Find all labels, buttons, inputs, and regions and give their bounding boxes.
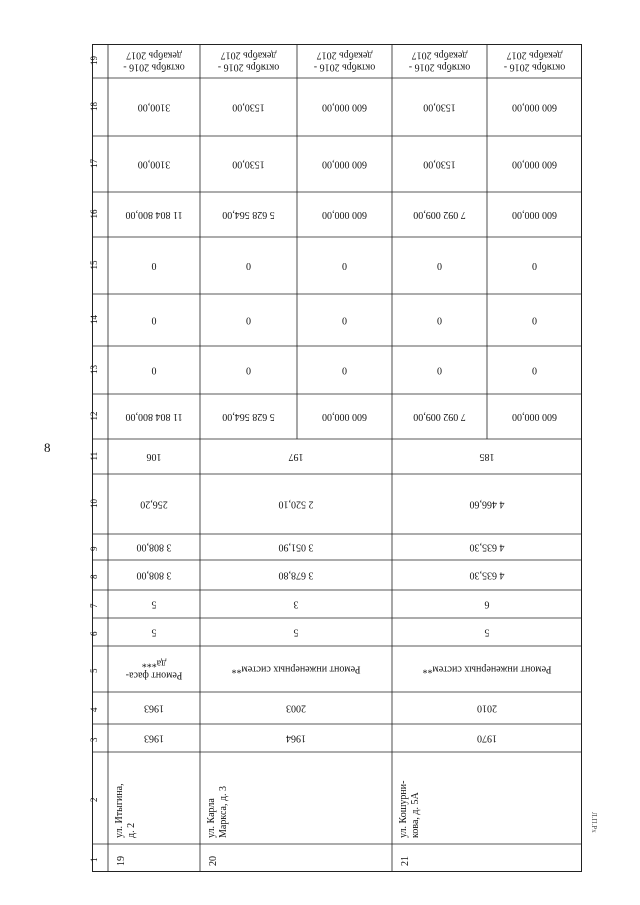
- cell-20-c15: 0: [342, 260, 347, 272]
- cell-21-work: Ремонт инженерных систем**: [422, 663, 552, 675]
- cell-20-c13: 0: [246, 364, 251, 376]
- cell-21-c9: 4 635,30: [469, 541, 505, 553]
- cell-20-number-line: 20: [208, 856, 219, 866]
- cell-20-c14: 0: [246, 314, 251, 326]
- cell-21-number: [400, 856, 411, 866]
- column-number-10: [89, 499, 99, 509]
- cell-19-c17: 3100,00: [137, 158, 171, 170]
- column-number-10-line: 10: [89, 499, 99, 508]
- cell-19-c10: 256,20: [140, 498, 168, 510]
- column-number-1: [89, 858, 99, 863]
- column-number-8: [89, 574, 99, 579]
- column-number-6-line: 6: [89, 631, 99, 636]
- column-number-16: [89, 209, 99, 219]
- cell-21-c14: 0: [532, 314, 537, 326]
- cell-20-address-line: Маркса, д. 3: [218, 785, 229, 838]
- cell-20-c8: 3 678,80: [278, 569, 314, 581]
- cell-21-period-b: декабрь 2017: [411, 49, 468, 61]
- cell-20-c12: 5 628 564,00: [222, 411, 275, 423]
- cell-21-c16: 7 092 009,00: [413, 209, 466, 221]
- cell-20-c15: 0: [246, 260, 251, 272]
- cell-21-period-b: декабрь 2017: [506, 49, 563, 61]
- column-number-18-line: 18: [89, 102, 99, 111]
- cell-19-c7: 5: [151, 598, 157, 610]
- cell-19-number-line: 19: [116, 856, 127, 866]
- cell-21-c12: 7 092 009,00: [413, 411, 466, 423]
- column-number-8-line: 8: [89, 574, 99, 579]
- column-number-3: [89, 737, 99, 742]
- cell-21-c17: 600 000,00: [512, 158, 557, 170]
- cell-21-year-repair: 2010: [477, 702, 497, 714]
- cell-20-year-built: 1964: [286, 732, 306, 744]
- cell-20-c14: 0: [342, 314, 347, 326]
- cell-20-c11: 197: [288, 451, 304, 463]
- cell-21-period-a: октябрь 2016 -: [408, 61, 471, 73]
- column-number-2: [89, 798, 99, 803]
- column-number-4-line: 4: [89, 707, 99, 712]
- cell-20-c17: 1530,00: [232, 158, 265, 170]
- cell-20-c18: 600 000,00: [322, 101, 367, 113]
- cell-19-c16: 11 804 800,00: [125, 209, 183, 221]
- cell-19-c11: 106: [146, 451, 162, 463]
- cell-20-number: [208, 856, 219, 866]
- column-number-7: [89, 603, 99, 608]
- cell-19-c9: 3 808,00: [136, 541, 172, 553]
- column-number-15: [89, 260, 99, 270]
- cell-19-work: [126, 658, 183, 681]
- cell-19-year-built: 1963: [144, 732, 164, 744]
- cell-21-c7: 6: [484, 598, 490, 610]
- cell-19-address-line: ул. Итыгина,: [114, 783, 125, 838]
- cell-19-c8: 3 808,00: [136, 569, 172, 581]
- column-number-17-line: 17: [89, 159, 99, 168]
- column-number-14: [89, 315, 99, 325]
- cell-19-c15: 0: [151, 260, 157, 272]
- page-number: 8: [44, 440, 51, 455]
- cell-19-year-repair: 1963: [144, 702, 164, 714]
- column-number-2-line: 2: [89, 797, 99, 802]
- cell-21-address: [398, 781, 421, 838]
- cell-20-period-a: октябрь 2016 -: [217, 61, 280, 73]
- column-number-12-line: 12: [89, 411, 99, 421]
- cell-21-c15: 0: [437, 260, 442, 272]
- cell-21-number-line: 21: [400, 856, 411, 866]
- cell-21-c15: 0: [532, 260, 537, 272]
- cell-20-c9: 3 051,90: [278, 541, 314, 553]
- cell-20-c6: 5: [293, 626, 299, 638]
- column-number-6: [89, 631, 99, 636]
- cell-21-c13: 0: [532, 364, 537, 376]
- cell-21-address-line: кова, д. 5А: [410, 792, 421, 838]
- column-number-19-line: 19: [89, 56, 99, 65]
- cell-21-c18: 600 000,00: [512, 101, 557, 113]
- column-number-4: [89, 707, 99, 712]
- cell-19-c14: 0: [151, 314, 157, 326]
- cell-19-number: [116, 856, 127, 866]
- cell-19-c6: 5: [151, 626, 157, 638]
- cell-20-c18: 1530,00: [232, 101, 265, 113]
- cell-20-year-repair: 2003: [286, 702, 306, 714]
- cell-21-c12: 600 000,00: [512, 411, 557, 423]
- column-number-11-line: 11: [89, 451, 99, 461]
- column-number-17: [89, 159, 99, 169]
- cell-19-period-a: октябрь 2016 -: [123, 61, 185, 73]
- cell-21-c8: 4 635,30: [469, 569, 505, 581]
- cell-21-c10: 4 466,60: [469, 498, 505, 510]
- column-number-7-line: 7: [89, 603, 99, 608]
- cell-21-year-built: 1970: [477, 732, 497, 744]
- cell-21-c16: 600 000,00: [512, 209, 557, 221]
- cell-20-work: Ремонт инженерных систем**: [231, 663, 361, 675]
- column-number-15-line: 15: [89, 260, 99, 270]
- cell-20-period-b: декабрь 2017: [220, 49, 277, 61]
- cell-21-c14: 0: [437, 314, 442, 326]
- cell-20-period-a: октябрь 2016 -: [313, 61, 376, 73]
- cell-20-c10: 2 520,10: [278, 498, 314, 510]
- column-number-19: [89, 56, 99, 66]
- footer-code: Л.П.Рх: [590, 812, 598, 833]
- cell-20-c17: 600 000,00: [322, 158, 367, 170]
- table-svg: [89, 44, 582, 872]
- column-number-16-line: 16: [89, 209, 99, 219]
- column-number-5-line: 5: [89, 668, 99, 673]
- cell-19-work-line: Ремонт фаса-: [125, 669, 183, 681]
- cell-19-address-line: д. 2: [126, 822, 137, 838]
- cell-21-c17: 1530,00: [423, 158, 456, 170]
- cell-21-c13: 0: [437, 364, 442, 376]
- column-number-14-line: 14: [89, 315, 99, 324]
- cell-21-address-line: ул. Кошурни-: [398, 780, 409, 838]
- column-number-11: [89, 452, 99, 461]
- cell-21-c11: 185: [479, 451, 495, 463]
- cell-19-work-line: да***: [141, 657, 167, 669]
- column-number-13: [89, 365, 99, 375]
- cell-19-period-b: декабрь 2017: [126, 49, 182, 61]
- cell-20-c16: 600 000,00: [322, 209, 367, 221]
- column-number-3-line: 3: [89, 737, 99, 742]
- cell-20-c7: 3: [293, 598, 299, 610]
- cell-21-c18: 1530,00: [423, 101, 456, 113]
- column-number-5: [89, 668, 99, 673]
- column-number-13-line: 13: [89, 365, 99, 374]
- cell-20-c12: 600 000,00: [322, 411, 367, 423]
- cell-21-c6: 5: [484, 626, 490, 638]
- cell-20-address: [206, 786, 229, 838]
- cell-19-c18: 3100,00: [137, 101, 171, 113]
- cell-19-c13: 0: [151, 364, 157, 376]
- cell-20-c13: 0: [342, 364, 347, 376]
- column-number-9-line: 9: [89, 546, 99, 551]
- cell-20-period-b: декабрь 2017: [316, 49, 373, 61]
- cell-20-c16: 5 628 564,00: [222, 209, 275, 221]
- cell-19-c12: 11 804 800,00: [125, 411, 183, 423]
- cell-21-period-a: октябрь 2016 -: [503, 61, 566, 73]
- column-number-12: [89, 412, 99, 421]
- column-number-9: [89, 546, 99, 551]
- cell-20-address-line: ул. Карла: [206, 798, 217, 838]
- column-number-1-line: 1: [89, 857, 99, 862]
- cell-19-address: [114, 783, 137, 838]
- repair-schedule-table: [89, 44, 582, 872]
- column-number-18: [89, 102, 99, 112]
